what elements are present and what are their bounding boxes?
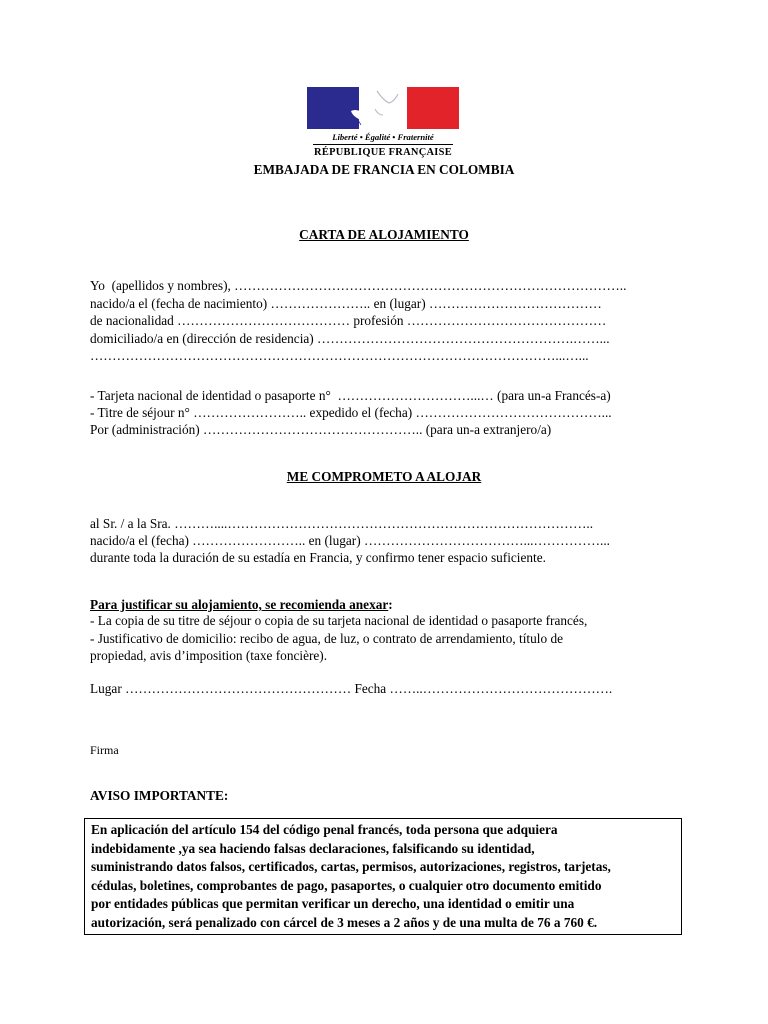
justification-item-2: - Justificativo de domicilio: recibo de agua, de luz, o contrato de arrendamiento, título de	[90, 631, 563, 646]
justification-heading-colon: :	[388, 597, 393, 612]
host-nationality-line: de nacionalidad ………………………………… profesión ………………………………………	[90, 313, 607, 328]
republique-francaise-logo	[307, 87, 459, 161]
warning-line: En aplicación del artículo 154 del código penal francés, toda persona que adquiera	[91, 822, 558, 837]
justification-item-2-continued: propiedad, avis d’imposition (taxe foncière).	[90, 648, 328, 663]
justification-item-1: - La copia de su titre de séjour o copia de su tarjeta nacional de identidad o pasaporte francés,	[90, 613, 588, 628]
emblem-divider	[313, 144, 453, 145]
warning-line: cédulas, boletines, comprobantes de pago, pasaportes, o cualquier otro documento emitido	[91, 877, 602, 893]
warning-heading: AVISO IMPORTANTE:	[90, 788, 229, 803]
justification-heading-text: Para justificar su alojamiento, se recomienda anexar	[90, 597, 389, 612]
host-name-line: Yo (apellidos y nombres), ……………………………………………………………………………..	[90, 278, 627, 293]
emblem-republique: RÉPUBLIQUE FRANÇAISE	[314, 147, 452, 158]
emblem-motto: Liberté • Égalité • Fraternité	[332, 132, 434, 142]
guest-name-line: al Sr. / a la Sra. ………....………………………………………………………………………..	[90, 516, 594, 531]
warning-line: por entidades públicas que permitan verificar un derecho, una identidad o emitir una	[91, 896, 575, 912]
place-date-line: Lugar …………………………………………… Fecha ……..…………………………………….	[90, 681, 613, 696]
commitment-heading: ME COMPROMETO A ALOJAR	[286, 469, 482, 484]
guest-birth-line: nacido/a el (fecha) …………………….. en (lugar) ………………………………...……………...	[90, 533, 610, 548]
document-title: CARTA DE ALOJAMIENTO	[299, 227, 469, 242]
warning-line: autorización, será penalizado con cárcel de 3 meses a 2 años y de una multa de 76 a 760 €.	[91, 914, 598, 930]
stay-duration-line: durante toda la duración de su estadía en Francia, y confirmo tener espacio suficiente.	[90, 550, 546, 565]
warning-line: suministrando datos falsos, certificados, cartas, permisos, autorizaciones, registros, tarjetas,	[91, 859, 611, 875]
host-address-line: domiciliado/a en (dirección de residencia) ………………………………………………….……...	[90, 331, 610, 346]
embassy-name: EMBAJADA DE FRANCIA EN COLOMBIA	[253, 162, 515, 177]
signature-label: Firma	[90, 743, 119, 757]
host-birth-line: nacido/a el (fecha de nacimiento) ………………….. en (lugar) …………………………………	[90, 296, 602, 311]
administration-line: Por (administración) ………………………………………….. (para un-a extranjero/a)	[90, 422, 552, 437]
tricolor-flag	[307, 87, 459, 129]
host-address-continued-line: ……………………………………………………………………………………………...…...	[90, 348, 589, 363]
marianne-profile-icon	[307, 87, 459, 129]
residence-permit-line: - Titre de séjour n° …………………….. expedido el (fecha) ……………………………………...	[90, 405, 612, 420]
id-card-line: - Tarjeta nacional de identidad o pasaporte n° …………………………...… (para un-a Francés-a)	[90, 388, 611, 403]
warning-line: indebidamente ,ya sea haciendo falsas declaraciones, falsificando su identidad,	[91, 840, 535, 856]
warning-box	[84, 818, 682, 935]
